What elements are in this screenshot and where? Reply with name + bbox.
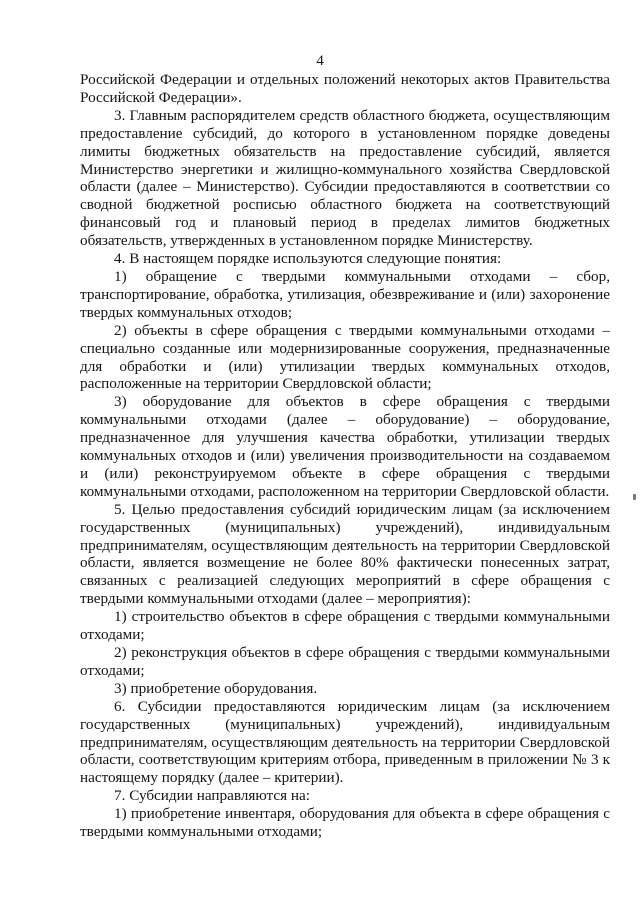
paragraph-item-4-3: 3) оборудование для объектов в сфере обращения с твердыми коммунальными отходами (далее – оборудование) – оборудование, предназначенное для улучшения качества обработки, утилизации твердых коммунальных отходов и (или) увеличения производительности на создаваемом и (или) реконструируемом объекте в сфере обращения с твердыми коммунальными отходами, расположенном на территории Свердловской области. [80, 393, 610, 500]
paragraph-item-5: 5. Целью предоставления субсидий юридическим лицам (за исключением государственных (муниципальных) учреждений), индивидуальным предпринимателям, осуществляющим деятельность на территории Свердловской области, является возмещение не более 80% фактически понесенных затрат, связанных с реализацией следующих мероприятий в сфере обращения с твердыми коммунальными отходами (далее – мероприятия): [80, 500, 610, 608]
paragraph-item-4-1: 1) обращение с твердыми коммунальными отходами – сбор, транспортирование, обработка, утилизация, обезвреживание и (или) захоронение твердых коммунальных отходов; [80, 267, 610, 321]
paragraph-item-4: 4. В настоящем порядке используются следующие понятия: [114, 250, 502, 268]
paragraph-item-5-1: 1) строительство объектов в сфере обращения с твердыми коммунальными отходами; [80, 608, 610, 644]
paragraph-item-7-1: 1) приобретение инвентаря, оборудования для объекта в сфере обращения с твердыми коммунальными отходами; [80, 805, 610, 841]
paragraph-continuation: Российской Федерации и отдельных положений некоторых актов Правительства Российской Федерации». [80, 71, 610, 106]
page-number: 4 [316, 52, 324, 69]
paragraph-item-7: 7. Субсидии направляются на: [114, 787, 310, 805]
document-body [80, 71, 610, 841]
paragraph-item-3: 3. Главным распорядителем средств областного бюджета, осуществляющим предоставление субсидий, до которого в установленном порядке доведены лимиты бюджетных обязательств на предоставление субсидий, является Министерство энергетики и жилищно-коммунального хозяйства Свердловской области (далее – Министерство). Субсидии предоставляются в соответствии со сводной бюджетной росписью областного бюджета на соответствующий финансовый год и плановый период в пределах лимитов бюджетных обязательств, утвержденных в установленном порядке Министерству. [80, 106, 610, 250]
paragraph-item-5-3: 3) приобретение оборудования. [114, 679, 318, 697]
paragraph-item-5-2: 2) реконструкция объектов в сфере обращения с твердыми коммунальными отходами; [80, 644, 610, 679]
paragraph-item-4-2: 2) объекты в сфере обращения с твердыми коммунальными отходами – специально созданные или модернизированные сооружения, предназначенные для обработки и (или) утилизации твердых коммунальных отходов, расположенные на территории Свердловской области; [80, 321, 610, 393]
paragraph-item-6: 6. Субсидии предоставляются юридическим лицам (за исключением государственных (муниципальных) учреждений), индивидуальным предпринимателям, осуществляющим деятельность на территории Свердловской области, соответствующим критериям отбора, приведенным в приложении № 3 к настоящему порядку (далее – критерии). [80, 697, 610, 787]
scan-mark [633, 494, 636, 500]
